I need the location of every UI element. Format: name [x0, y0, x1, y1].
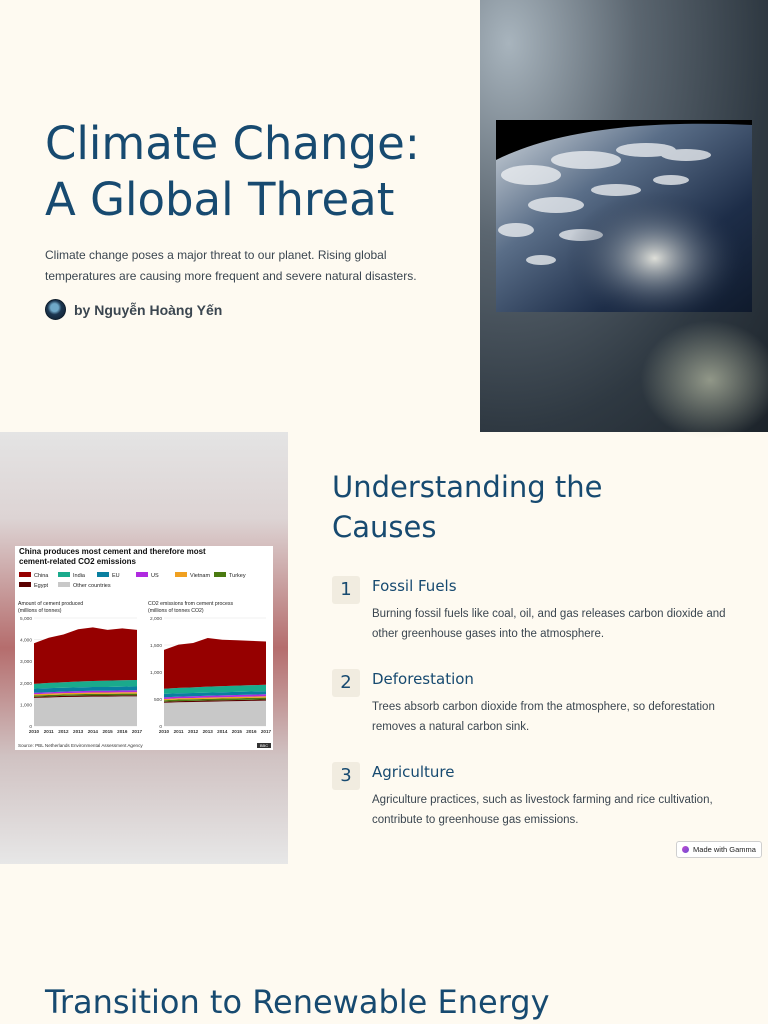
legend-label: Turkey	[229, 573, 246, 579]
y-tick-label: 0	[159, 725, 162, 730]
co2-emissions-panel	[148, 601, 272, 734]
y-tick-label: 4,000	[19, 638, 32, 644]
chart-title-line-2: cement-related CO2 emissions	[19, 557, 136, 566]
panel-subtitle: (millions of tonnes CO2)	[148, 608, 204, 614]
chart-source: Source: PBL Netherlands Environmental Assessment Agency	[18, 743, 143, 748]
area-series-other-countries	[164, 701, 266, 726]
legend-label: Other countries	[73, 583, 111, 589]
x-tick-label: 2012	[188, 729, 199, 734]
cause-title: Agriculture	[372, 763, 455, 781]
y-tick-label: 1,500	[149, 644, 162, 649]
legend-swatch	[175, 572, 187, 577]
x-tick-label: 2014	[87, 729, 98, 734]
x-tick-label: 2016	[246, 729, 257, 734]
cement-produced-panel	[18, 601, 143, 734]
author-name: by Nguyễn Hoàng Yến	[74, 301, 223, 318]
legend-label: Vietnam	[190, 573, 211, 579]
x-tick-label: 2014	[217, 729, 228, 734]
panel-subtitle: (millions of tonnes)	[18, 608, 62, 614]
legend-swatch	[19, 582, 31, 587]
cement-emissions-chart	[15, 546, 273, 750]
x-tick-label: 2015	[231, 729, 242, 734]
x-tick-label: 2017	[260, 729, 272, 734]
author-byline	[45, 299, 222, 320]
legend-swatch	[214, 572, 226, 577]
y-tick-label: 5,000	[19, 617, 32, 622]
x-tick-label: 2012	[58, 729, 69, 734]
legend-swatch	[97, 572, 109, 577]
legend-label: China	[34, 573, 49, 579]
legend-label: US	[151, 573, 159, 579]
author-avatar	[45, 299, 66, 320]
x-tick-label: 2011	[43, 729, 54, 734]
cause-number: 1	[332, 576, 360, 604]
x-tick-label: 2010	[158, 729, 170, 734]
hero-title-line-1: Climate Change:	[45, 117, 420, 170]
earth-from-space-image	[496, 120, 752, 312]
x-tick-label: 2011	[173, 729, 184, 734]
x-tick-label: 2013	[202, 729, 213, 734]
y-tick-label: 0	[29, 725, 32, 730]
cause-description: Agriculture practices, such as livestock farming and rice cultivation, contribute to greenhouse gas emissions.	[372, 794, 713, 826]
hero-image-panel	[480, 0, 768, 432]
hero-section	[0, 0, 480, 432]
cement-chart-panel	[0, 432, 288, 864]
legend-label: Egypt	[34, 583, 49, 589]
area-series-other-countries	[34, 696, 137, 726]
legend-swatch	[136, 572, 148, 577]
gamma-logo-icon	[682, 846, 689, 853]
x-tick-label: 2015	[102, 729, 113, 734]
cement-chart-svg	[15, 546, 273, 750]
area-series-china	[34, 627, 137, 683]
cause-description: Trees absorb carbon dioxide from the atmosphere, so deforestation removes a natural carbon sink.	[372, 701, 715, 733]
legend-label: India	[73, 573, 85, 579]
y-tick-label: 3,000	[19, 660, 32, 666]
legend-swatch	[58, 572, 70, 577]
legend-label: EU	[112, 573, 120, 579]
panel-title: Amount of cement produced	[18, 601, 84, 607]
panel-title: CO2 emissions from cement process	[148, 601, 234, 607]
cause-title: Fossil Fuels	[372, 577, 457, 595]
chart-title-line-1: China produces most cement and therefore most	[19, 547, 206, 556]
hero-description: Climate change poses a major threat to our planet. Rising global temperatures are causing more frequent and severe natural disasters.	[45, 248, 417, 283]
y-tick-label: 1,000	[149, 671, 162, 676]
cause-title: Deforestation	[372, 670, 474, 688]
hero-title	[45, 116, 420, 228]
x-tick-label: 2016	[117, 729, 128, 734]
legend-swatch	[19, 572, 31, 577]
cause-number: 3	[332, 762, 360, 790]
renewable-title: Transition to Renewable Energy	[45, 983, 550, 1021]
y-tick-label: 1,000	[19, 703, 32, 709]
x-tick-label: 2013	[73, 729, 84, 734]
y-tick-label: 500	[153, 698, 162, 703]
causes-title: Understanding the Causes	[332, 470, 603, 544]
y-tick-label: 2,000	[19, 681, 32, 687]
chart-legend	[19, 572, 246, 589]
hero-title-line-2: A Global Threat	[45, 173, 395, 226]
x-tick-label: 2017	[131, 729, 143, 734]
cause-description: Burning fossil fuels like coal, oil, and gas releases carbon dioxide and other greenhouse gases into the atmosphere.	[372, 608, 726, 640]
bbc-logo-text: BBC	[259, 743, 269, 748]
legend-swatch	[58, 582, 70, 587]
badge-label: Made with Gamma	[693, 845, 756, 854]
y-tick-label: 2,000	[149, 617, 162, 622]
area-series-china	[164, 638, 266, 689]
cause-number: 2	[332, 669, 360, 697]
x-tick-label: 2010	[28, 729, 40, 734]
made-with-gamma-badge[interactable]	[676, 841, 762, 858]
